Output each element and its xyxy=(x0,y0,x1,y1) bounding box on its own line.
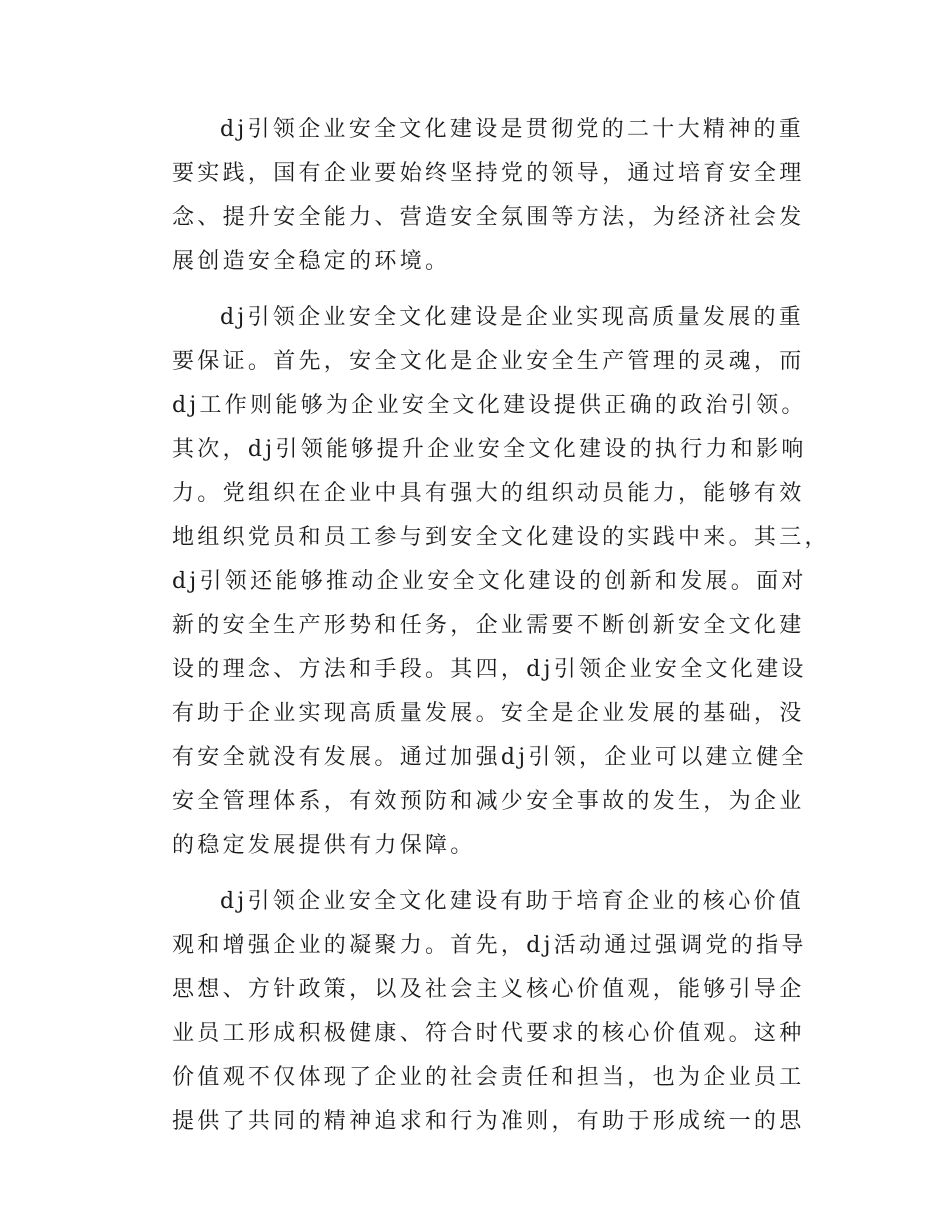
text-line: 要保证。首先，安全文化是企业安全生产管理的灵魂，而 xyxy=(172,349,805,374)
paragraph-2 xyxy=(172,296,830,868)
text-line: 的稳定发展提供有力保障。 xyxy=(172,833,476,858)
text-line: 展创造安全稳定的环境。 xyxy=(172,249,451,274)
text-line: 有助于企业实现高质量发展。安全是企业发展的基础，没 xyxy=(172,701,805,726)
document-body xyxy=(172,108,830,1156)
text-line: dj工作则能够为企业安全文化建设提供正确的政治引领。 xyxy=(172,393,807,418)
text-line: 安全管理体系，有效预防和减少安全事故的发生，为企业 xyxy=(172,789,805,814)
text-line: 观和增强企业的凝聚力。首先，dj活动通过强调党的指导 xyxy=(172,933,807,958)
text-line: 业员工形成积极健康、符合时代要求的核心价值观。这种 xyxy=(172,1021,805,1046)
text-line: 提供了共同的精神追求和行为准则，有助于形成统一的思 xyxy=(172,1109,805,1134)
text-line: 力。党组织在企业中具有强大的组织动员能力，能够有效 xyxy=(172,481,805,506)
text-line: dj引领企业安全文化建设有助于培育企业的核心价值 xyxy=(220,889,805,914)
text-line: dj引领还能够推动企业安全文化建设的创新和发展。面对 xyxy=(172,569,807,594)
text-line: 地组织党员和员工参与到安全文化建设的实践中来。其三， xyxy=(172,525,830,550)
text-line: 价值观不仅体现了企业的社会责任和担当，也为企业员工 xyxy=(172,1065,805,1090)
text-line: 新的安全生产形势和任务，企业需要不断创新安全文化建 xyxy=(172,613,805,638)
text-line: dj引领企业安全文化建设是贯彻党的二十大精神的重 xyxy=(220,117,805,142)
text-line: 其次，dj引领能够提升企业安全文化建设的执行力和影响 xyxy=(172,437,807,462)
text-line: 有安全就没有发展。通过加强dj引领，企业可以建立健全 xyxy=(172,745,807,770)
paragraph-3 xyxy=(172,880,812,1144)
text-line: 要实践，国有企业要始终坚持党的领导，通过培育安全理 xyxy=(172,161,805,186)
text-line: 设的理念、方法和手段。其四，dj引领企业安全文化建设 xyxy=(172,657,807,682)
text-line: 思想、方针政策，以及社会主义核心价值观，能够引导企 xyxy=(172,977,805,1002)
text-line: 念、提升安全能力、营造安全氛围等方法，为经济社会发 xyxy=(172,205,805,230)
paragraph-1 xyxy=(172,108,812,284)
text-line: dj引领企业安全文化建设是企业实现高质量发展的重 xyxy=(220,305,805,330)
